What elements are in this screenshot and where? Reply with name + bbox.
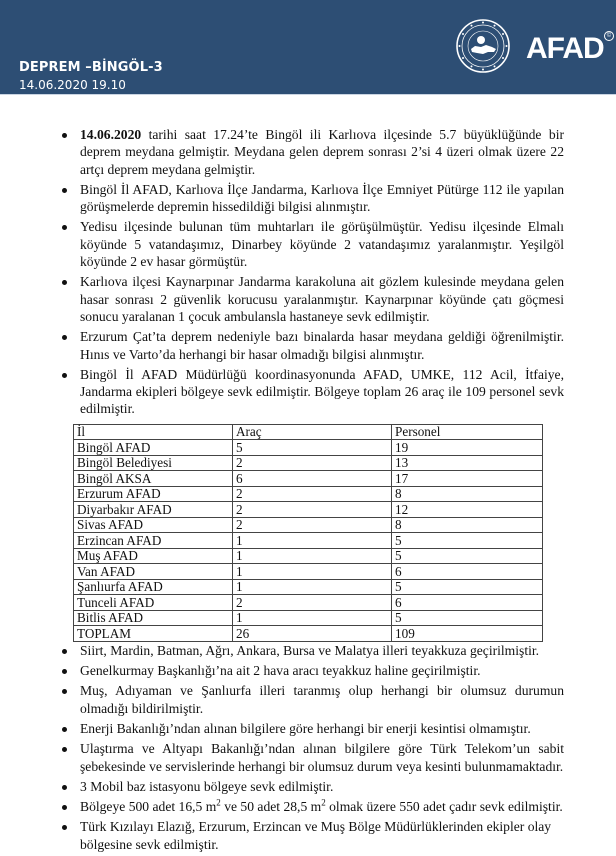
bullet-icon [62, 825, 67, 830]
table-row [74, 455, 543, 471]
list-item [0, 642, 616, 659]
cell-vehicles: 26 [233, 626, 392, 642]
list-item-text: Bingöl İl AFAD Müdürlüğü koordinasyonunda AFAD, UMKE, 112 Acil, İtfaiye, Jandarma ekipleri bölgeye sevk edilmiştir. Bölgeye toplam 26 araç ile 109 personel sevk edilmiştir. [80, 366, 564, 417]
list-item-text: Erzurum Çat’ta deprem nedeniyle bazı binalarda hasar meydana geldiği öğrenilmiştir. Hınıs ve Varto’da herhangi bir hasar olmadığı bilgisi alınmıştır. [80, 329, 564, 362]
cell-personnel: 6 [392, 595, 543, 611]
event-date: 14.06.2020 [80, 127, 142, 142]
cell-personnel: 5 [392, 548, 543, 564]
cell-province: Diyarbakır AFAD [74, 502, 233, 518]
superscript: 2 [321, 797, 326, 808]
list-item-text: Bölgeye 500 adet 16,5 m [80, 799, 217, 815]
cell-personnel: 8 [392, 517, 543, 533]
cell-personnel: 5 [392, 533, 543, 549]
list-item [0, 720, 616, 737]
ministry-emblem-icon [455, 18, 511, 74]
table-row [74, 502, 543, 518]
table-row [74, 533, 543, 549]
cell-personnel: 5 [392, 610, 543, 626]
bullet-icon [62, 727, 67, 732]
table-total-row [74, 626, 543, 642]
bullet-icon [62, 747, 67, 752]
actions-list [0, 642, 616, 853]
report-title: DEPREM –BİNGÖL-3 [19, 60, 163, 75]
report-header [0, 0, 616, 95]
cell-province: Bingöl AFAD [74, 440, 233, 456]
list-item [0, 181, 616, 216]
list-item-text: Enerji Bakanlığı’ndan alınan bilgilere göre herhangi bir enerji kesintisi olmamıştır. [80, 720, 531, 736]
list-item [0, 273, 616, 325]
table-header-row [74, 424, 543, 440]
cell-personnel: 17 [392, 471, 543, 487]
table-row [74, 548, 543, 564]
list-item-text: Türk Kızılayı Elazığ, Erzurum, Erzincan ve Muş Bölge Müdürlüklerinden ekipler olay bölgesine sevk edilmiştir. [80, 819, 552, 852]
list-item-text: Yedisu ilçesinde bulunan tüm muhtarları ile görüşülmüştür. Yedisu ilçesinde Elmalı köyünde 5 vatandaşımız, Dinarbey köyünde 2 vatandaşımız yaralanmıştır. Yeşilgöl köyünde 2 ev hasar görmüştür. [80, 219, 564, 270]
bullet-icon [62, 280, 67, 285]
list-item [0, 662, 616, 679]
table-row [74, 610, 543, 626]
cell-personnel: 8 [392, 486, 543, 502]
list-item [0, 778, 616, 795]
report-body [0, 126, 616, 856]
bullet-icon [62, 335, 67, 340]
list-item [0, 328, 616, 363]
cell-vehicles: 1 [233, 610, 392, 626]
cell-personnel: 6 [392, 564, 543, 580]
cell-vehicles: 6 [233, 471, 392, 487]
cell-vehicles: 2 [233, 517, 392, 533]
cell-province: Bingöl AKSA [74, 471, 233, 487]
table-row [74, 579, 543, 595]
cell-vehicles: 1 [233, 533, 392, 549]
cell-province: Bingöl Belediyesi [74, 455, 233, 471]
cell-vehicles: 2 [233, 455, 392, 471]
list-item-text: Karlıova ilçesi Kaynarpınar Jandarma karakoluna ait gözlem kulesinde meydana gelen hasar sonrası 2 güvenlik korucusu yaralanmıştır. Kaynarpınar köyünde çatı göçmesi sonucu yaralanan 1 çocuk ambulansla hastaneye sevk edilmiştir. [80, 274, 564, 324]
list-item [0, 366, 616, 418]
cell-vehicles: 1 [233, 579, 392, 595]
situation-list [0, 126, 616, 418]
list-item [0, 798, 616, 815]
list-item [0, 126, 616, 178]
cell-vehicles: 5 [233, 440, 392, 456]
list-item [0, 682, 616, 717]
list-item-text: Muş, Adıyaman ve Şanlıurfa illeri taranmış olup herhangi bir olumsuz durumun olmadığı bildirilmiştir. [80, 683, 564, 716]
cell-personnel: 13 [392, 455, 543, 471]
bullet-icon [62, 649, 67, 654]
cell-province: TOPLAM [74, 626, 233, 642]
table-row [74, 595, 543, 611]
cell-vehicles: 2 [233, 502, 392, 518]
table-row [74, 564, 543, 580]
list-item [0, 740, 616, 775]
table-row [74, 471, 543, 487]
report-datetime: 14.06.2020 19.10 [19, 78, 126, 92]
table-row [74, 440, 543, 456]
bullet-icon [62, 133, 67, 138]
bullet-icon [62, 805, 67, 810]
cell-vehicles: 2 [233, 595, 392, 611]
cell-personnel: 19 [392, 440, 543, 456]
registered-mark-icon: © [604, 31, 614, 41]
resources-table [73, 424, 543, 642]
list-item-text: Ulaştırma ve Altyapı Bakanlığı’ndan alınan bilgilere göre Türk Telekom’un sabit şebekesinde ve servislerinde herhangi bir olumsuz durum veya kesinti bulunmamaktadır. [80, 741, 564, 774]
list-item-text: Genelkurmay Başkanlığı’na ait 2 hava aracı teyakkuz haline geçirilmiştir. [80, 663, 481, 679]
list-item [0, 218, 616, 270]
bullet-icon [62, 373, 67, 378]
list-item-text: Siirt, Mardin, Batman, Ağrı, Ankara, Bursa ve Malatya illeri teyakkuza geçirilmiştir. [80, 642, 540, 658]
cell-province: Sivas AFAD [74, 517, 233, 533]
bullet-icon [62, 188, 67, 193]
afad-logo: AFAD [526, 32, 604, 65]
cell-province: Tunceli AFAD [74, 595, 233, 611]
superscript: 2 [216, 797, 221, 808]
cell-province: Şanlıurfa AFAD [74, 579, 233, 595]
list-item-text: 3 Mobil baz istasyonu bölgeye sevk edilmiştir. [80, 778, 334, 794]
list-item-text: tarihi saat 17.24’te Bingöl ili Karlıova ilçesinde 5.7 büyüklüğünde bir deprem meydana gelmiştir. Meydana gelen deprem sonrası 2’si 4 üzeri olmak üzere 22 artçı deprem meydana gelmiştir. [80, 127, 564, 177]
bullet-icon [62, 225, 67, 230]
column-header-vehicles: Araç [233, 424, 392, 440]
table-row [74, 517, 543, 533]
column-header-province: İl [74, 424, 233, 440]
cell-province: Bitlis AFAD [74, 610, 233, 626]
cell-personnel: 12 [392, 502, 543, 518]
cell-vehicles: 2 [233, 486, 392, 502]
table-row [74, 486, 543, 502]
list-item-text: Bingöl İl AFAD, Karlıova İlçe Jandarma, Karlıova İlçe Emniyet Pütürge 112 ile yapılan görüşmelerde depremin hissedildiği bilgisi alınmıştır. [80, 181, 564, 215]
bullet-icon [62, 689, 67, 694]
cell-vehicles: 1 [233, 548, 392, 564]
list-item [0, 818, 616, 853]
cell-personnel: 109 [392, 626, 543, 642]
cell-province: Erzincan AFAD [74, 533, 233, 549]
cell-province: Erzurum AFAD [74, 486, 233, 502]
column-header-personnel: Personel [392, 424, 543, 440]
cell-vehicles: 1 [233, 564, 392, 580]
list-item-text: olmak üzere 550 adet çadır sevk edilmiştir. [325, 799, 563, 815]
bullet-icon [62, 669, 67, 674]
cell-personnel: 5 [392, 579, 543, 595]
bullet-icon [62, 785, 67, 790]
cell-province: Muş AFAD [74, 548, 233, 564]
list-item-text: ve 50 adet 28,5 m [220, 799, 322, 815]
cell-province: Van AFAD [74, 564, 233, 580]
